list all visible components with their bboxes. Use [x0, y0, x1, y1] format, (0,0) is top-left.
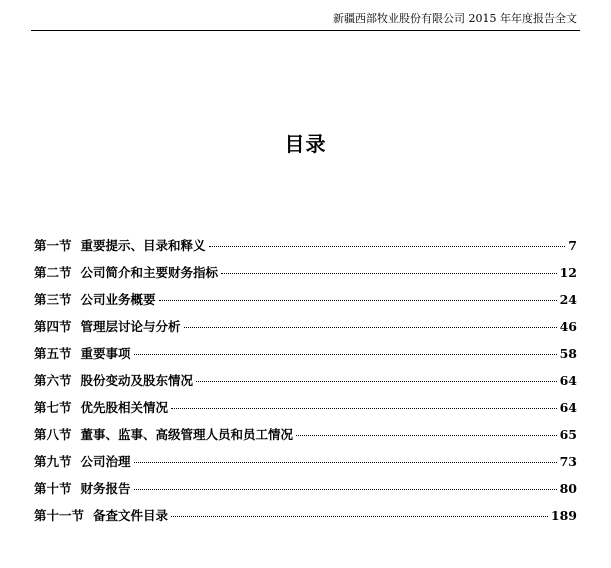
toc-section-title: 备查文件目录: [93, 508, 169, 523]
running-header: 新疆西部牧业股份有限公司 2015 年年度报告全文: [333, 12, 577, 25]
toc-page-number: 64: [559, 400, 577, 415]
toc-dot-leader: [134, 489, 557, 490]
toc-entry[interactable]: [34, 317, 577, 344]
toc-page-number: 46: [559, 319, 577, 334]
toc-section-number: 第七节: [34, 400, 72, 415]
toc-entry[interactable]: [34, 479, 577, 506]
toc-entry[interactable]: [34, 344, 577, 371]
toc-section-title: 重要事项: [80, 346, 131, 361]
toc-page-number: 73: [559, 454, 577, 469]
toc-dot-leader: [209, 246, 566, 247]
toc-page-number: 24: [559, 292, 577, 307]
toc-section-number: 第六节: [34, 373, 72, 388]
toc-entry[interactable]: [34, 371, 577, 398]
toc-page-number: 80: [559, 481, 577, 496]
toc-section-title: 财务报告: [80, 481, 131, 496]
toc-section-number: 第九节: [34, 454, 72, 469]
toc-entry[interactable]: [34, 236, 577, 263]
toc-dot-leader: [134, 462, 557, 463]
toc-section-number: 第十一节: [34, 508, 85, 523]
toc-section-number: 第十节: [34, 481, 72, 496]
toc-dot-leader: [296, 435, 557, 436]
toc-page-number: 58: [559, 346, 577, 361]
toc-section-number: 第四节: [34, 319, 72, 334]
toc-entry[interactable]: [34, 452, 577, 479]
header-rule: [31, 30, 580, 31]
toc-section-title: 管理层讨论与分析: [80, 319, 181, 334]
toc-section-number: 第五节: [34, 346, 72, 361]
toc-section-number: 第八节: [34, 427, 72, 442]
toc-section-title: 公司简介和主要财务指标: [80, 265, 219, 280]
toc-section-title: 重要提示、目录和释义: [80, 238, 206, 253]
toc-dot-leader: [171, 408, 557, 409]
toc-section-title: 优先股相关情况: [80, 400, 169, 415]
toc-entry[interactable]: [34, 506, 577, 533]
toc-entry[interactable]: [34, 263, 577, 290]
toc-page-number: 65: [559, 427, 577, 442]
toc-page-number: 189: [550, 508, 577, 523]
toc-section-title: 股份变动及股东情况: [80, 373, 194, 388]
toc-page-number: 7: [568, 238, 577, 253]
toc-dot-leader: [134, 354, 557, 355]
toc-dot-leader: [159, 300, 557, 301]
toc-section-title: 公司治理: [80, 454, 131, 469]
toc-section-number: 第一节: [34, 238, 72, 253]
toc-dot-leader: [171, 516, 548, 517]
toc-dot-leader: [221, 273, 557, 274]
page-title: 目录: [284, 132, 327, 156]
table-of-contents: [34, 236, 577, 533]
toc-entry[interactable]: [34, 290, 577, 317]
toc-dot-leader: [184, 327, 557, 328]
toc-section-number: 第三节: [34, 292, 72, 307]
toc-entry[interactable]: [34, 425, 577, 452]
toc-page-number: 12: [559, 265, 577, 280]
toc-dot-leader: [196, 381, 557, 382]
toc-section-title: 董事、监事、高级管理人员和员工情况: [80, 427, 294, 442]
toc-page-number: 64: [559, 373, 577, 388]
toc-section-title: 公司业务概要: [80, 292, 156, 307]
toc-section-number: 第二节: [34, 265, 72, 280]
toc-entry[interactable]: [34, 398, 577, 425]
